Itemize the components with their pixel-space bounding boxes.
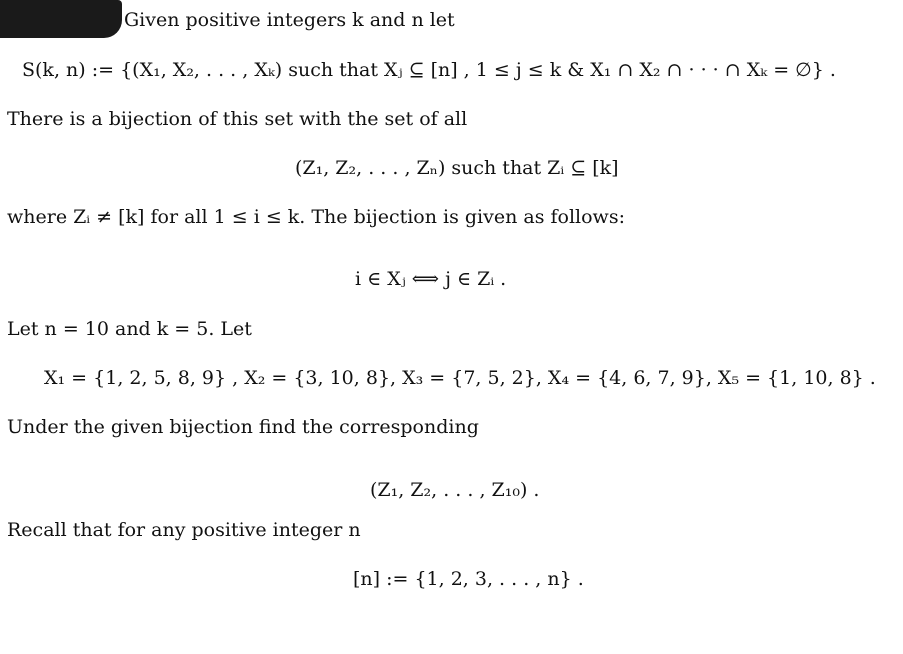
parameters-line: Let n = 10 and k = 5. Let	[7, 318, 252, 340]
bijection-rule-equation: i ∈ Xⱼ ⟺ j ∈ Zᵢ .	[355, 268, 507, 290]
z-tuple-equation: (Z₁, Z₂, . . . , Zₙ) such that Zᵢ ⊆ [k]	[295, 157, 619, 179]
target-tuple-equation: (Z₁, Z₂, . . . , Z₁₀) .	[370, 479, 540, 501]
bijection-statement: There is a bijection of this set with the set of all	[7, 108, 468, 130]
intro-line: Given positive integers k and n let	[124, 9, 455, 31]
recall-line: Recall that for any positive integer n	[7, 519, 361, 541]
x-sets-equation: X₁ = {1, 2, 5, 8, 9} , X₂ = {3, 10, 8}, X₃ = {7, 5, 2}, X₄ = {4, 6, 7, 9}, X₅ = {1, 10, 8} .	[44, 367, 876, 389]
n-definition-equation: [n] := {1, 2, 3, . . . , n} .	[353, 568, 584, 590]
redaction-block	[0, 0, 122, 38]
set-definition-equation: S(k, n) := {(X₁, X₂, . . . , Xₖ) such that Xⱼ ⊆ [n] , 1 ≤ j ≤ k & X₁ ∩ X₂ ∩ · · · ∩ Xₖ = ∅} .	[22, 59, 836, 81]
question-line: Under the given bijection find the corresponding	[7, 416, 479, 438]
condition-line: where Zᵢ ≠ [k] for all 1 ≤ i ≤ k. The bijection is given as follows:	[7, 206, 625, 228]
